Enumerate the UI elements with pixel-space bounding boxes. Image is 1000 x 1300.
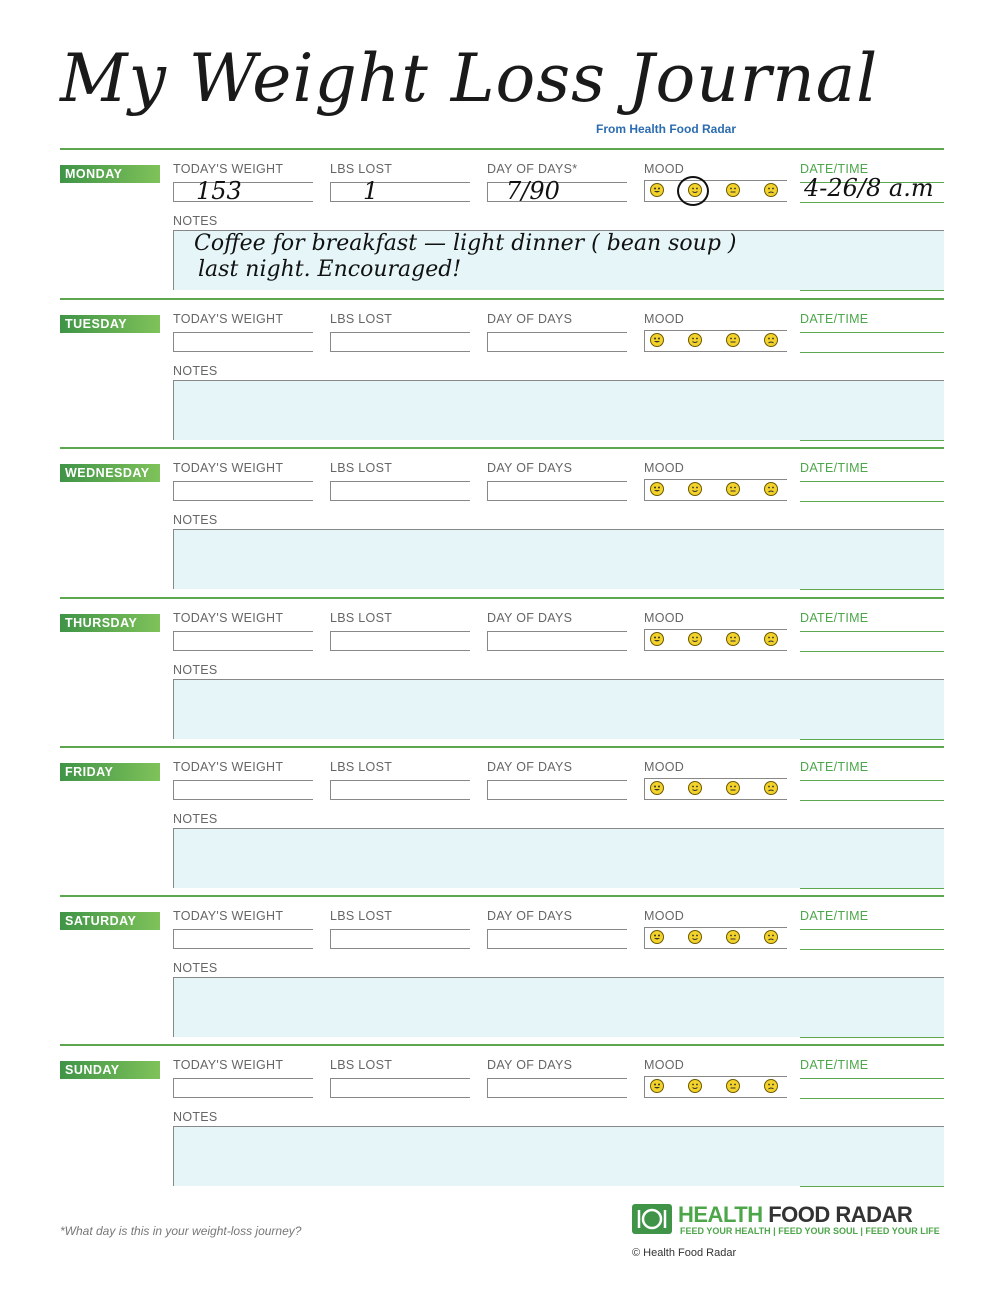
mood-label: MOOD <box>644 909 685 923</box>
date-time-underline <box>800 481 944 482</box>
very-happy-face-icon[interactable] <box>650 333 664 347</box>
weight-label: TODAY'S WEIGHT <box>173 909 284 923</box>
happy-face-icon[interactable] <box>688 333 702 347</box>
notes-field[interactable] <box>173 828 944 888</box>
weight-label: TODAY'S WEIGHT <box>173 611 284 625</box>
sad-face-icon[interactable] <box>764 632 778 646</box>
day-of-days-label: DAY OF DAYS* <box>487 162 578 176</box>
date-time-line <box>800 202 944 203</box>
mood-label: MOOD <box>644 461 685 475</box>
notes-bottom-line <box>800 1037 944 1038</box>
weight-field[interactable] <box>173 332 313 352</box>
notes-field[interactable] <box>173 529 944 589</box>
lbs-lost-field[interactable] <box>330 177 470 205</box>
section-divider <box>60 1044 944 1046</box>
day-section-monday <box>0 148 1000 298</box>
weight-label: TODAY'S WEIGHT <box>173 1058 284 1072</box>
lbs-lost-label: LBS LOST <box>330 461 393 475</box>
notes-label: NOTES <box>173 513 218 527</box>
source-link[interactable]: From Health Food Radar <box>596 122 737 136</box>
weight-value: 153 <box>196 177 242 205</box>
day-label: WEDNESDAY <box>60 464 160 482</box>
day-of-days-label: DAY OF DAYS <box>487 760 573 774</box>
notes-label: NOTES <box>173 812 218 826</box>
footnote: *What day is this in your weight-loss journey? <box>60 1224 302 1238</box>
neutral-face-icon[interactable] <box>726 482 740 496</box>
notes-line-1: Coffee for breakfast — light dinner ( bean soup ) <box>194 231 737 256</box>
date-time-line <box>800 1098 944 1099</box>
lbs-lost-label: LBS LOST <box>330 760 393 774</box>
day-of-days-value: 7/90 <box>506 177 560 205</box>
date-time-label: DATE/TIME <box>800 312 869 326</box>
section-divider <box>60 447 944 449</box>
brand-name-part2: FOOD RADAR <box>768 1202 913 1227</box>
neutral-face-icon[interactable] <box>726 930 740 944</box>
weight-field[interactable] <box>173 631 313 651</box>
day-of-days-label: DAY OF DAYS <box>487 312 573 326</box>
date-time-label: DATE/TIME <box>800 162 869 176</box>
date-time-label: DATE/TIME <box>800 760 869 774</box>
lbs-lost-label: LBS LOST <box>330 611 393 625</box>
section-divider <box>60 298 944 300</box>
date-time-underline <box>800 1078 944 1079</box>
notes-bottom-line <box>800 888 944 889</box>
happy-face-icon[interactable] <box>688 781 702 795</box>
section-divider <box>60 895 944 897</box>
mood-label: MOOD <box>644 611 685 625</box>
mood-label: MOOD <box>644 162 685 176</box>
weight-label: TODAY'S WEIGHT <box>173 760 284 774</box>
copyright: © Health Food Radar <box>632 1247 737 1259</box>
selected-mood-circle <box>677 176 709 206</box>
day-of-days-label: DAY OF DAYS <box>487 1058 573 1072</box>
lbs-lost-field[interactable] <box>330 929 470 949</box>
mood-label: MOOD <box>644 312 685 326</box>
notes-label: NOTES <box>173 961 218 975</box>
day-of-days-label: DAY OF DAYS <box>487 909 573 923</box>
notes-label: NOTES <box>173 214 218 228</box>
day-of-days-label: DAY OF DAYS <box>487 611 573 625</box>
notes-line-2: last night. Encouraged! <box>198 257 462 282</box>
happy-face-icon[interactable] <box>688 482 702 496</box>
happy-face-icon[interactable] <box>688 1079 702 1093</box>
day-of-days-field[interactable] <box>487 177 627 205</box>
neutral-face-icon[interactable] <box>726 781 740 795</box>
day-label: TUESDAY <box>60 315 160 333</box>
sad-face-icon[interactable] <box>764 183 778 197</box>
neutral-face-icon[interactable] <box>726 1079 740 1093</box>
day-label: FRIDAY <box>60 763 160 781</box>
date-time-label: DATE/TIME <box>800 909 869 923</box>
notes-bottom-line <box>800 739 944 740</box>
day-label: SUNDAY <box>60 1061 160 1079</box>
date-time-line <box>800 949 944 950</box>
lbs-lost-field[interactable] <box>330 332 470 352</box>
mood-label: MOOD <box>644 760 685 774</box>
day-label: SATURDAY <box>60 912 160 930</box>
happy-face-icon[interactable] <box>688 930 702 944</box>
notes-field[interactable] <box>173 679 944 739</box>
day-section-tuesday <box>0 298 1000 448</box>
day-of-days-label: DAY OF DAYS <box>487 461 573 475</box>
date-time-line <box>800 800 944 801</box>
day-section-friday <box>0 746 1000 896</box>
notes-label: NOTES <box>173 1110 218 1124</box>
day-of-days-field[interactable] <box>487 332 627 352</box>
weight-field[interactable] <box>173 1078 313 1098</box>
mood-label: MOOD <box>644 1058 685 1072</box>
day-section-saturday <box>0 895 1000 1045</box>
date-time-underline <box>800 332 944 333</box>
very-happy-face-icon[interactable] <box>650 781 664 795</box>
date-time-line <box>800 501 944 502</box>
brand-name-part1: HEALTH <box>678 1202 763 1227</box>
sad-face-icon[interactable] <box>764 781 778 795</box>
day-of-days-field[interactable] <box>487 929 627 949</box>
sad-face-icon[interactable] <box>764 930 778 944</box>
brand-tagline: FEED YOUR HEALTH | FEED YOUR SOUL | FEED YOUR LIFE <box>680 1226 940 1236</box>
day-label: MONDAY <box>60 165 160 183</box>
lbs-lost-field[interactable] <box>330 631 470 651</box>
date-time-label: DATE/TIME <box>800 461 869 475</box>
notes-field[interactable] <box>173 230 944 290</box>
notes-field[interactable] <box>173 380 944 440</box>
day-section-wednesday <box>0 447 1000 597</box>
very-happy-face-icon[interactable] <box>650 183 664 197</box>
date-time-label: DATE/TIME <box>800 611 869 625</box>
lbs-lost-value: 1 <box>363 177 379 205</box>
journal-title: My Weight Loss Journal <box>60 40 879 117</box>
sad-face-icon[interactable] <box>764 1079 778 1093</box>
day-of-days-field[interactable] <box>487 631 627 651</box>
very-happy-face-icon[interactable] <box>650 482 664 496</box>
notes-field[interactable] <box>173 977 944 1037</box>
date-time-label: DATE/TIME <box>800 1058 869 1072</box>
happy-face-icon[interactable] <box>688 632 702 646</box>
weight-field[interactable] <box>173 481 313 501</box>
very-happy-face-icon[interactable] <box>650 930 664 944</box>
lbs-lost-label: LBS LOST <box>330 312 393 326</box>
very-happy-face-icon[interactable] <box>650 632 664 646</box>
plate-icon <box>632 1204 672 1234</box>
date-time-underline <box>800 631 944 632</box>
lbs-lost-label: LBS LOST <box>330 1058 393 1072</box>
weight-field[interactable] <box>173 177 313 205</box>
day-section-thursday <box>0 597 1000 747</box>
neutral-face-icon[interactable] <box>726 632 740 646</box>
section-divider <box>60 746 944 748</box>
date-time-value[interactable]: 4-26/8 a.m <box>804 174 934 202</box>
day-label: THURSDAY <box>60 614 160 632</box>
neutral-face-icon[interactable] <box>726 183 740 197</box>
date-time-line <box>800 352 944 353</box>
sad-face-icon[interactable] <box>764 333 778 347</box>
day-of-days-field[interactable] <box>487 481 627 501</box>
weight-label: TODAY'S WEIGHT <box>173 162 284 176</box>
lbs-lost-field[interactable] <box>330 481 470 501</box>
notes-bottom-line <box>800 1186 944 1187</box>
lbs-lost-label: LBS LOST <box>330 162 393 176</box>
day-of-days-field[interactable] <box>487 1078 627 1098</box>
day-of-days-field[interactable] <box>487 780 627 800</box>
lbs-lost-field[interactable] <box>330 780 470 800</box>
notes-label: NOTES <box>173 364 218 378</box>
lbs-lost-field[interactable] <box>330 1078 470 1098</box>
date-time-underline <box>800 780 944 781</box>
sad-face-icon[interactable] <box>764 482 778 496</box>
notes-bottom-line <box>800 290 944 291</box>
brand-name <box>678 1202 912 1228</box>
date-time-underline <box>800 929 944 930</box>
day-section-sunday <box>0 1044 1000 1194</box>
notes-bottom-line <box>800 440 944 441</box>
weight-label: TODAY'S WEIGHT <box>173 312 284 326</box>
notes-bottom-line <box>800 589 944 590</box>
weight-label: TODAY'S WEIGHT <box>173 461 284 475</box>
very-happy-face-icon[interactable] <box>650 1079 664 1093</box>
weight-field[interactable] <box>173 780 313 800</box>
notes-field[interactable] <box>173 1126 944 1186</box>
date-time-line <box>800 651 944 652</box>
section-divider <box>60 148 944 150</box>
lbs-lost-label: LBS LOST <box>330 909 393 923</box>
notes-label: NOTES <box>173 663 218 677</box>
neutral-face-icon[interactable] <box>726 333 740 347</box>
section-divider <box>60 597 944 599</box>
weight-field[interactable] <box>173 929 313 949</box>
